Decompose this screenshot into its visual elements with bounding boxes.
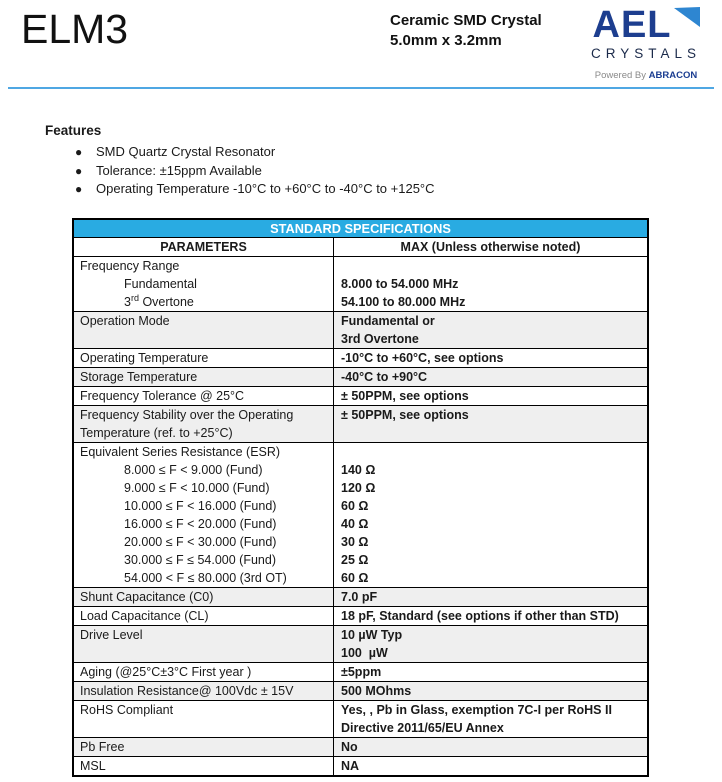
feature-text: SMD Quartz Crystal Resonator <box>96 144 276 159</box>
param-line: Frequency Range <box>80 259 180 273</box>
spec-row <box>74 442 647 587</box>
value-line: 60 Ω <box>341 571 369 585</box>
param-line: Temperature (ref. to +25°C) <box>80 426 233 440</box>
param-line: Pb Free <box>80 740 125 754</box>
value-cell <box>333 738 647 756</box>
param-cell <box>74 626 333 662</box>
value-line: 100 µW <box>341 646 388 660</box>
param-line: Frequency Stability over the Operating <box>80 408 294 422</box>
spec-table-header-row <box>74 237 647 256</box>
value-line: ± 50PPM, see options <box>341 408 469 422</box>
param-line: Storage Temperature <box>80 370 198 384</box>
param-cell <box>74 443 333 587</box>
value-line: 3rd Overtone <box>341 332 419 346</box>
logo-wordmark <box>593 6 700 44</box>
value-line: -10°C to +60°C, see options <box>341 351 504 365</box>
logo-brand-text: AEL <box>592 4 672 46</box>
param-cell <box>74 738 333 756</box>
param-line: Drive Level <box>80 628 143 642</box>
value-cell <box>333 349 647 367</box>
product-subtitle <box>390 11 542 51</box>
features-list <box>75 143 435 199</box>
feature-text: Operating Temperature -10°C to +60°C to -40°C to +125°C <box>96 181 435 196</box>
logo-powered-by <box>595 70 697 81</box>
param-cell <box>74 757 333 775</box>
spec-row <box>74 756 647 775</box>
powered-by-prefix: Powered By <box>594 70 649 81</box>
bullet-icon: ● <box>75 163 83 178</box>
param-line: 20.000 ≤ F < 30.000 (Fund) <box>124 535 277 549</box>
header-divider <box>8 87 714 89</box>
value-cell <box>333 663 647 681</box>
value-line: Directive 2011/65/EU Annex <box>341 721 504 735</box>
page-title: ELM3 <box>21 6 129 52</box>
param-line: Aging (@25°C±3°C First year ) <box>80 665 252 679</box>
param-line: 30.000 ≤ F ≤ 54.000 (Fund) <box>124 553 277 567</box>
value-line: 7.0 pF <box>341 590 378 604</box>
value-line: 140 Ω <box>341 463 376 477</box>
value-line: 120 Ω <box>341 481 376 495</box>
spec-row <box>74 405 647 442</box>
spec-table <box>72 218 649 777</box>
features-heading: Features <box>45 123 102 138</box>
value-cell <box>333 406 647 442</box>
column-header-max: MAX (Unless otherwise noted) <box>333 238 647 256</box>
value-cell <box>333 607 647 625</box>
spec-row <box>74 737 647 756</box>
spec-row <box>74 681 647 700</box>
product-subtitle-line1: Ceramic SMD Crystal <box>390 12 542 29</box>
param-cell <box>74 406 333 442</box>
param-cell <box>74 257 333 311</box>
spec-table-body <box>74 256 647 775</box>
param-cell <box>74 701 333 737</box>
param-line: 16.000 ≤ F < 20.000 (Fund) <box>124 517 277 531</box>
param-cell <box>74 663 333 681</box>
value-cell <box>333 312 647 348</box>
feature-item <box>75 180 435 199</box>
spec-row <box>74 348 647 367</box>
value-line: 25 Ω <box>341 553 369 567</box>
spec-row <box>74 700 647 737</box>
param-line: Operation Mode <box>80 314 170 328</box>
spec-row <box>74 386 647 405</box>
value-line: NA <box>341 759 360 773</box>
value-cell <box>333 701 647 737</box>
value-line: 54.100 to 80.000 MHz <box>341 295 466 309</box>
bullet-icon: ● <box>75 145 83 159</box>
value-line <box>341 443 641 461</box>
logo-triangle-icon <box>674 7 700 34</box>
column-header-parameters: PARAMETERS <box>160 240 247 254</box>
value-line: No <box>341 740 358 754</box>
param-line: RoHS Compliant <box>80 703 174 717</box>
param-cell <box>74 607 333 625</box>
value-line: Fundamental or <box>341 314 435 328</box>
value-line: -40°C to +90°C <box>341 370 428 384</box>
param-line: Load Capacitance (CL) <box>80 609 209 623</box>
param-line: Shunt Capacitance (C0) <box>80 590 214 604</box>
spec-row <box>74 311 647 348</box>
value-line: 500 MOhms <box>341 684 412 698</box>
value-line: 60 Ω <box>341 499 369 513</box>
feature-text: Tolerance: ±15ppm Available <box>96 162 262 178</box>
value-line: Yes, , Pb in Glass, exemption 7C-I per RoHS II <box>341 703 612 717</box>
spec-row <box>74 606 647 625</box>
value-line: ±5ppm <box>341 665 382 679</box>
spec-row <box>74 367 647 386</box>
feature-item <box>75 162 435 181</box>
value-line: 8.000 to 54.000 MHz <box>341 277 459 291</box>
param-cell <box>74 588 333 606</box>
product-subtitle-line2: 5.0mm x 3.2mm <box>390 32 502 49</box>
param-line: 9.000 ≤ F < 10.000 (Fund) <box>124 481 270 495</box>
logo-brand-sub: CRYSTALS <box>590 46 702 61</box>
param-cell <box>74 312 333 348</box>
value-line: ± 50PPM, see options <box>341 389 469 403</box>
value-line: 40 Ω <box>341 517 369 531</box>
feature-item <box>75 143 435 162</box>
spec-table-title: STANDARD SPECIFICATIONS <box>74 220 647 237</box>
value-line: 30 Ω <box>341 535 369 549</box>
value-line: 18 pF, Standard (see options if other than STD) <box>341 609 619 623</box>
param-line: Fundamental <box>124 277 197 291</box>
param-line: 10.000 ≤ F < 16.000 (Fund) <box>124 499 277 513</box>
spec-row <box>74 587 647 606</box>
powered-by-brand: ABRACON <box>648 70 698 81</box>
value-line: 10 µW Typ <box>341 628 403 642</box>
param-line: MSL <box>80 759 106 773</box>
value-cell <box>333 257 647 311</box>
param-line: Operating Temperature <box>80 351 209 365</box>
bullet-icon: ● <box>75 182 83 196</box>
value-cell <box>333 757 647 775</box>
value-line <box>341 257 641 275</box>
param-cell <box>74 368 333 386</box>
value-cell <box>333 443 647 587</box>
param-line: 8.000 ≤ F < 9.000 (Fund) <box>124 463 263 477</box>
company-logo <box>576 6 716 81</box>
param-line: 54.000 < F ≤ 80.000 (3rd OT) <box>124 571 287 585</box>
param-cell <box>74 682 333 700</box>
value-cell <box>333 588 647 606</box>
spec-row <box>74 625 647 662</box>
spec-row <box>74 662 647 681</box>
param-line: Equivalent Series Resistance (ESR) <box>80 445 281 459</box>
value-cell <box>333 368 647 386</box>
value-cell <box>333 626 647 662</box>
param-cell <box>74 349 333 367</box>
param-line: 3rd Overtone <box>124 292 194 309</box>
value-cell <box>333 682 647 700</box>
spec-row <box>74 256 647 311</box>
param-line: Insulation Resistance@ 100Vdc ± 15V <box>80 684 294 698</box>
param-cell <box>74 387 333 405</box>
value-cell <box>333 387 647 405</box>
param-line: Frequency Tolerance @ 25°C <box>80 389 245 403</box>
